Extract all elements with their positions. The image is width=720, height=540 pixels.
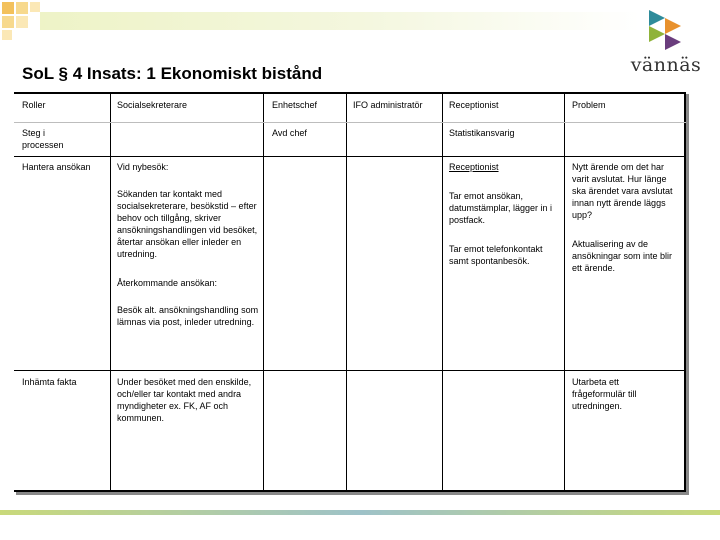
row-label-inhamta: Inhämta fakta [22,377,77,387]
table-shadow-right [686,94,689,494]
logo-text: vännäs [630,54,702,76]
header-enhetschef: Enhetschef [272,100,318,110]
rec-text-ansokan: Tar emot ansökan, datumstämplar, lägger in i postfack. [449,191,553,225]
col-divider [346,92,347,492]
col-divider [110,92,111,492]
col-divider [442,92,443,492]
soc-text-inhamta: Under besöket med den enskilde, och/eller tar kontakt med andra myndigheter ex. FK, AF och kommunen. [117,377,252,423]
header-receptionist: Receptionist [449,100,499,110]
page-title: SoL § 4 Insats: 1 Ekonomiskt bistånd [22,64,323,83]
row-divider [14,370,686,371]
row-divider [14,156,686,157]
table-shadow-bottom [16,492,689,495]
header-stripe [40,12,640,30]
header-problem: Problem [572,100,606,110]
soc-heading-aterkommande: Återkommande ansökan: [117,278,218,288]
soc-text-nybesok: Sökanden tar kontakt med socialsekreterare, besökstid – efter behov och tillgång, skriver ansökningshandlingen vid besöket, återtar ansökan eller inleder en utredning. [117,189,258,259]
row-label-steg: Steg i processen [22,128,64,150]
prob-text-aktualisering: Aktualisering av de ansökningar som inte blir ett ärende. [572,239,673,273]
row-divider [14,122,686,123]
rec-text-telefon: Tar emot telefonkontakt samt spontanbesök. [449,244,543,266]
col-divider [263,92,264,492]
prob-text-fragor: Utarbeta ett frågeformulär till utredningen. [572,377,637,411]
prob-text-nytt-arende: Nytt ärende om det har varit avslutat. Hur länge ska ärendet vara avslutat innan nytt ärende läggs upp? [572,162,673,220]
logo-triangles-icon [643,8,689,52]
rec-heading: Receptionist [449,162,499,172]
header-roller: Roller [22,100,46,110]
header-ifo-administrator: IFO administratör [353,100,423,110]
col-divider [564,92,565,492]
header-socialsekreterare: Socialsekreterare [117,100,188,110]
avd-chef: Avd chef [272,128,307,138]
row-label-hantera: Hantera ansökan [22,162,91,172]
vannas-logo [626,8,706,78]
statistikansvarig: Statistikansvarig [449,128,515,138]
soc-text-aterkommande: Besök alt. ansökningshandling som lämnas via post, inleder utredning. [117,305,259,327]
footer-line [0,510,720,515]
soc-heading-nybesok: Vid nybesök: [117,162,169,172]
process-table [14,92,686,492]
